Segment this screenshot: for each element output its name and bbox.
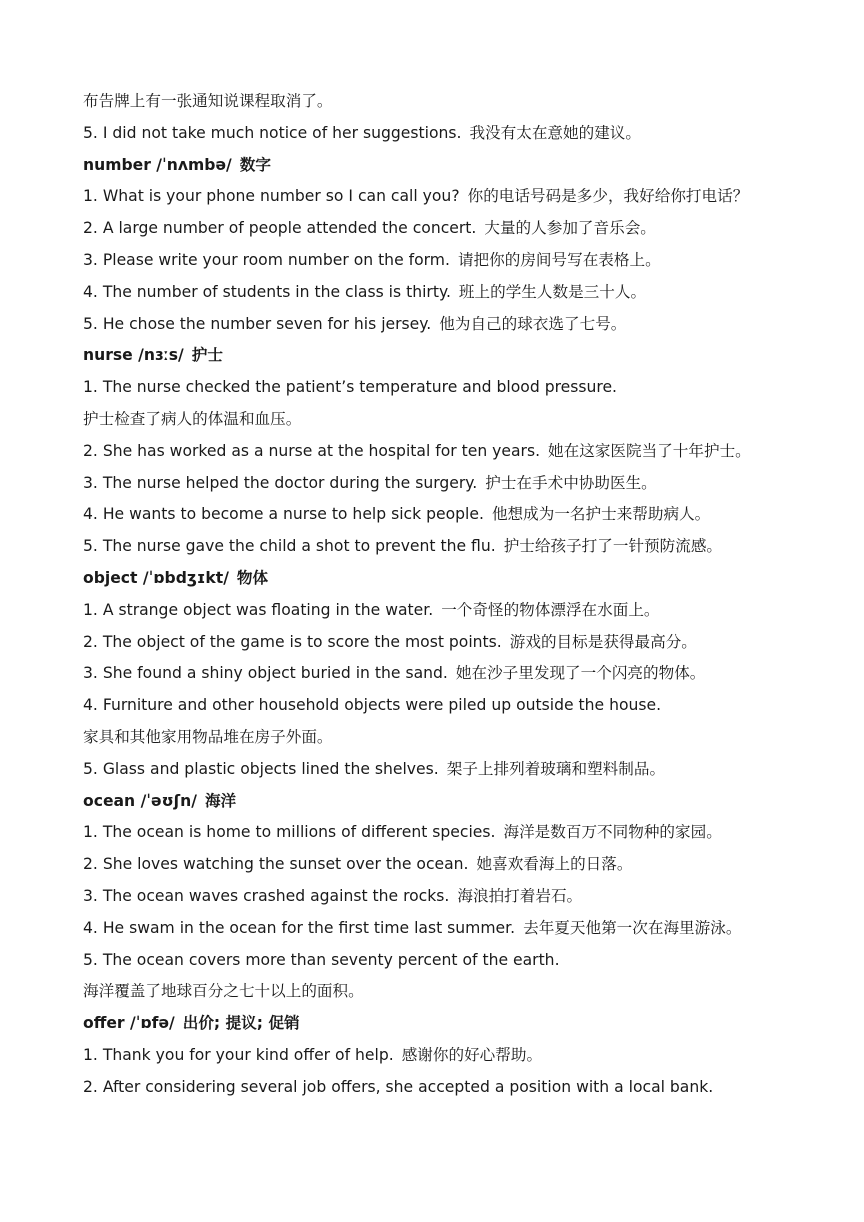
example-chinese: 班上的学生人数是三十人。 <box>458 282 647 301</box>
example-sentence <box>83 627 843 659</box>
word-heading <box>83 786 843 818</box>
headword-meaning: 护士 <box>191 346 223 365</box>
headword-phonetic: object /ˈɒbdʒɪkt/ <box>83 568 229 587</box>
example-sentence <box>83 1072 843 1104</box>
example-english: 4. He swam in the ocean for the first time last summer. <box>83 918 516 937</box>
headword-phonetic: number /ˈnʌmbə/ <box>83 155 232 174</box>
example-sentence <box>83 531 843 563</box>
example-chinese: 你的电话号码是多少，我好给你打电话？ <box>467 187 749 206</box>
headword-meaning: 出价; 提议; 促销 <box>182 1014 300 1033</box>
translation-line: 护士检查了病人的体温和血压。 <box>83 409 302 428</box>
example-english: 2. A large number of people attended the concert. <box>83 219 477 238</box>
example-english: 3. The ocean waves crashed against the rocks. <box>83 886 450 905</box>
example-english: 5. I did not take much notice of her suggestions. <box>83 123 462 142</box>
example-english: 1. A strange object was floating in the water. <box>83 600 434 619</box>
headword-phonetic: nurse /nɜːs/ <box>83 346 184 365</box>
example-english: 3. Please write your room number on the form. <box>83 250 450 269</box>
example-chinese: 海洋是数百万不同物种的家园。 <box>503 823 722 842</box>
example-sentence <box>83 945 843 977</box>
example-chinese: 架子上排列着玻璃和塑料制品。 <box>446 759 666 778</box>
headword-meaning: 数字 <box>239 155 271 174</box>
example-chinese: 护士在手术中协助医生。 <box>485 473 657 492</box>
example-sentence <box>83 499 843 531</box>
example-english: 3. The nurse helped the doctor during the surgery. <box>83 473 478 492</box>
example-sentence <box>83 277 843 309</box>
example-chinese: 他为自己的球衣选了七号。 <box>439 314 627 333</box>
example-english: 2. After considering several job offers, she accepted a position with a local bank. <box>83 1077 714 1096</box>
example-english: 1. Thank you for your kind offer of help. <box>83 1045 394 1064</box>
example-sentence <box>83 118 843 150</box>
example-chinese: 护士给孩子打了一针预防流感。 <box>503 537 723 556</box>
example-english: 2. She loves watching the sunset over the ocean. <box>83 855 469 874</box>
example-sentence <box>83 690 843 722</box>
example-english: 5. Glass and plastic objects lined the shelves. <box>83 759 439 778</box>
example-sentence <box>83 754 843 786</box>
word-heading <box>83 150 843 182</box>
example-sentence <box>83 245 843 277</box>
example-chinese: 请把你的房间号写在表格上。 <box>457 250 661 269</box>
example-sentence <box>83 913 843 945</box>
example-sentence <box>83 595 843 627</box>
example-chinese: 游戏的目标是获得最高分。 <box>509 632 697 651</box>
example-sentence <box>83 468 843 500</box>
translation-line: 海洋覆盖了地球百分之七十以上的面积。 <box>83 982 364 1001</box>
example-chinese: 大量的人参加了音乐会。 <box>484 219 656 238</box>
example-english: 5. The nurse gave the child a shot to prevent the flu. <box>83 537 496 556</box>
example-english: 1. The ocean is home to millions of different species. <box>83 823 496 842</box>
example-english: 1. The nurse checked the patient’s temperature and blood pressure. <box>83 378 618 397</box>
example-chinese: 海浪拍打着岩石。 <box>457 886 583 905</box>
headword-phonetic: offer /ˈɒfə/ <box>83 1014 175 1033</box>
example-sentence <box>83 881 843 913</box>
example-english: 4. The number of students in the class is thirty. <box>83 282 451 301</box>
headword-meaning: 物体 <box>236 568 269 587</box>
example-english: 3. She found a shiny object buried in the sand. <box>83 664 448 683</box>
example-chinese: 他想成为一名护士来帮助病人。 <box>491 505 711 524</box>
example-chinese: 一个奇怪的物体漂浮在水面上。 <box>441 600 660 619</box>
word-heading <box>83 1008 843 1040</box>
example-sentence <box>83 372 843 404</box>
example-english: 4. He wants to become a nurse to help sick people. <box>83 505 484 524</box>
example-sentence <box>83 817 843 849</box>
example-chinese: 感谢你的好心帮助。 <box>401 1045 543 1064</box>
translation-line: 家具和其他家用物品堆在房子外面。 <box>83 727 333 746</box>
example-sentence <box>83 1040 843 1072</box>
example-chinese: 她在沙子里发现了一个闪亮的物体。 <box>455 664 706 683</box>
example-english: 2. She has worked as a nurse at the hospital for ten years. <box>83 441 541 460</box>
example-chinese: 我没有太在意她的建议。 <box>469 123 641 142</box>
example-sentence <box>83 849 843 881</box>
example-english: 5. The ocean covers more than seventy percent of the earth. <box>83 950 560 969</box>
example-sentence <box>83 309 843 341</box>
translation-line: 布告牌上有一张通知说课程取消了。 <box>83 92 333 110</box>
example-english: 1. What is your phone number so I can call you? <box>83 187 460 206</box>
example-english: 5. He chose the number seven for his jersey. <box>83 314 432 333</box>
example-chinese: 她喜欢看海上的日落。 <box>476 855 633 874</box>
word-heading <box>83 563 843 595</box>
example-english: 4. Furniture and other household objects were piled up outside the house. <box>83 696 662 715</box>
example-sentence <box>83 658 843 690</box>
example-chinese: 她在这家医院当了十年护士。 <box>548 441 751 460</box>
vocabulary-document <box>83 86 843 1104</box>
example-chinese: 去年夏天他第一次在海里游泳。 <box>523 918 742 937</box>
example-sentence <box>83 213 843 245</box>
headword-meaning: 海洋 <box>204 791 237 810</box>
headword-phonetic: ocean /ˈəʊʃn/ <box>83 791 197 810</box>
example-sentence <box>83 436 843 468</box>
word-heading <box>83 340 843 372</box>
example-sentence <box>83 181 843 213</box>
example-english: 2. The object of the game is to score the most points. <box>83 632 502 651</box>
